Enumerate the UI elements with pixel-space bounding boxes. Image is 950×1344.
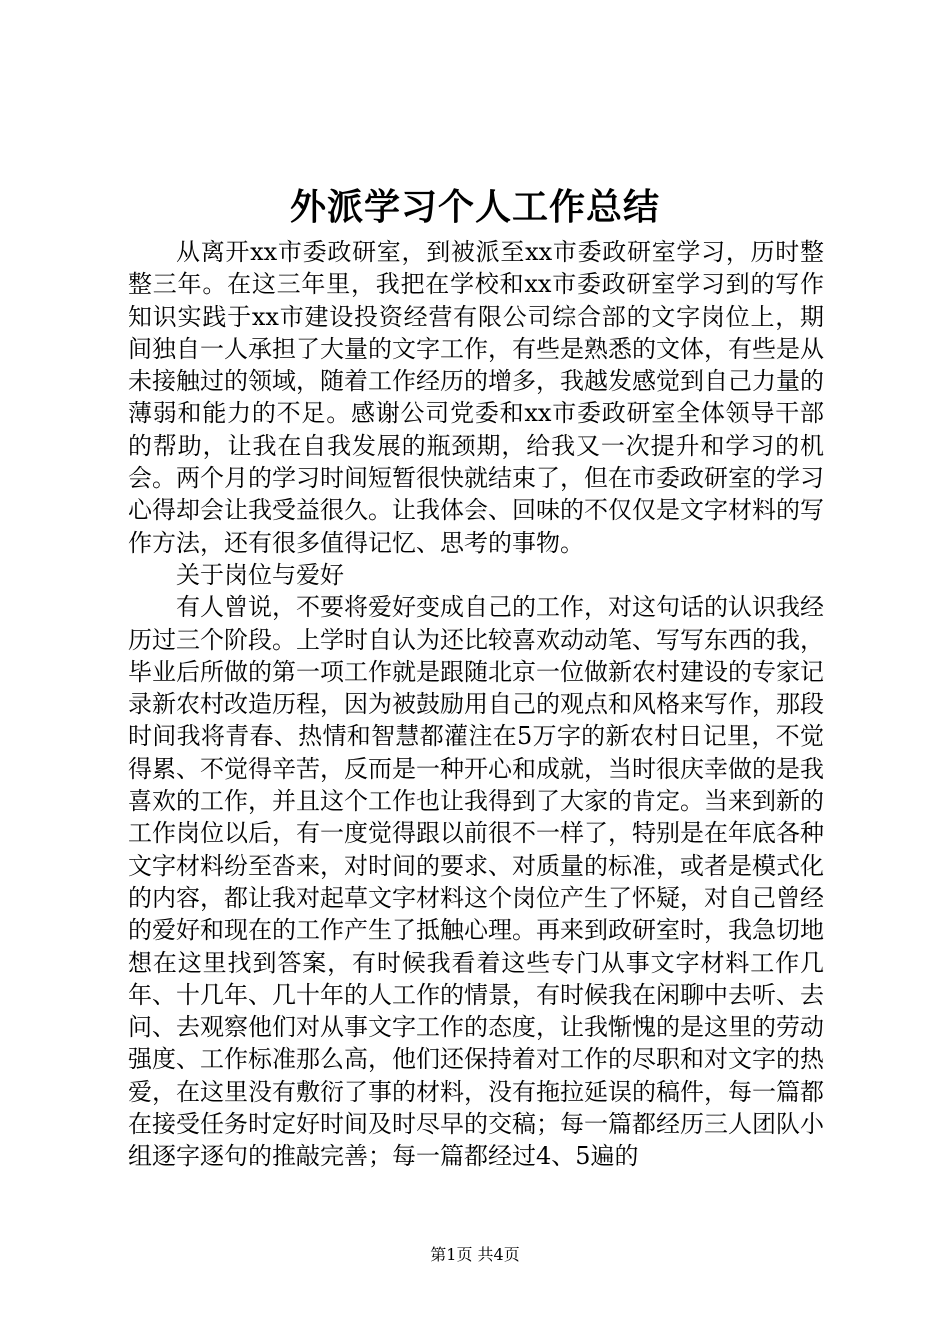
- page-footer: 第1页 共4页: [430, 1245, 520, 1264]
- paragraph-intro: 从离开xx市委政研室，到被派至xx市委政研室学习，历时整整三年。在这三年里，我把在学校和xx市委政研室学习到的写作知识实践于xx市建设投资经营有限公司综合部的文字岗位上，期间独自一人承担了大量的文字工作，有些是熟悉的文体，有些是从未接触过的领域，随着工作经历的增多，我越发感觉到自己力量的薄弱和能力的不足。感谢公司党委和xx市委政研室全体领导干部的帮助，让我在自我发展的瓶颈期，给我又一次提升和学习的机会。两个月的学习时间短暂很快就结束了，但在市委政研室的学习心得却会让我受益很久。让我体会、回味的不仅仅是文字材料的写作方法，还有很多值得记忆、思考的事物。: [128, 238, 824, 557]
- section-heading-post-and-hobby: 关于岗位与爱好: [176, 560, 344, 589]
- document-body: [128, 236, 824, 1173]
- document-title: 外派学习个人工作总结: [289, 187, 660, 228]
- paragraph-post-and-hobby: 有人曾说，不要将爱好变成自己的工作，对这句话的认识我经历过三个阶段。上学时自认为还比较喜欢动动笔、写写东西的我，毕业后所做的第一项工作就是跟随北京一位做新农村建设的专家记录新农村改造历程，因为被鼓励用自己的观点和风格来写作，那段时间我将青春、热情和智慧都灌注在5万字的新农村日记里，不觉得累、不觉得辛苦，反而是一种开心和成就，当时很庆幸做的是我喜欢的工作，并且这个工作也让我得到了大家的肯定。当来到新的工作岗位以后，有一度觉得跟以前很不一样了，特别是在年底各种文字材料纷至沓来，对时间的要求、对质量的标准，或者是模式化的内容，都让我对起草文字材料这个岗位产生了怀疑，对自己曾经的爱好和现在的工作产生了抵触心理。再来到政研室时，我急切地想在这里找到答案，有时候我看着这些专门从事文字材料工作几年、十几年、几十年的人工作的情景，有时候我在闲聊中去听、去问、去观察他们对从事文字工作的态度，让我惭愧的是这里的劳动强度、工作标准那么高，他们还保持着对工作的尽职和对文字的热爱，在这里没有敷衍了事的材料，没有拖拉延误的稿件，每一篇都在接受任务时定好时间及时尽早的交稿；每一篇都经历三人团队小组逐字逐句的推敲完善；每一篇都经过4、5遍的: [128, 593, 824, 1171]
